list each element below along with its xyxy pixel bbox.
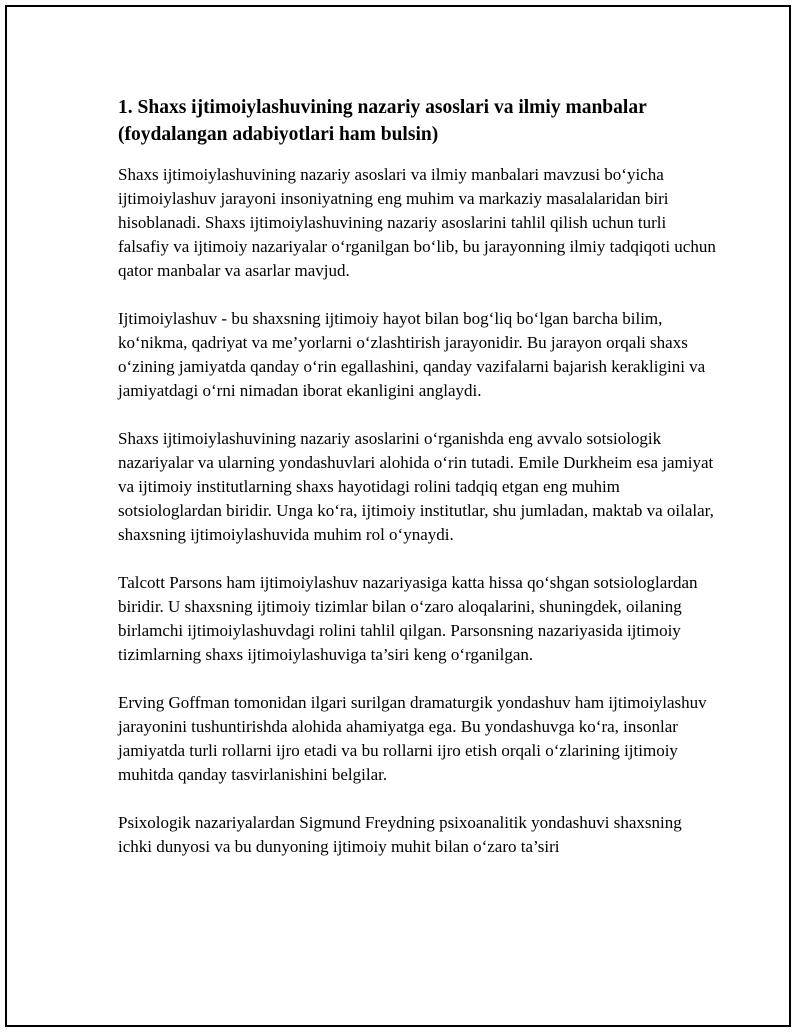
paragraph-parsons: Talcott Parsons ham ijtimoiylashuv nazariyasiga katta hissa qo‘shgan sotsiologlardan biridir. U shaxsning ijtimoiy tizimlar bilan o‘zaro aloqalarini, shuningdek, oilaning birlamchi ijtimoiylashuvdagi rolini tahlil qilgan. Parsonsning nazariyasida ijtimoiy tizimlarning shaxs ijtimoiylashuviga ta’siri keng o‘rganilgan. [118, 573, 698, 664]
section-heading: 1. Shaxs ijtimoiylashuvining nazariy asoslari va ilmiy manbalar (foydalangan adabiyotlari ham bulsin) [118, 97, 647, 145]
document-body [118, 94, 718, 883]
paragraph-definition: Ijtimoiylashuv - bu shaxsning ijtimoiy hayot bilan bog‘liq bo‘lgan barcha bilim, ko‘nikma, qadriyat va me’yorlarni o‘zlashtirish jarayonidir. Bu jarayon orqali shaxs o‘zining jamiyatda qanday o‘rin egallashini, qanday vazifalarni bajarish kerakligini va jamiyatdagi o‘rni nimadan iborat ekanligini anglaydi. [118, 309, 706, 400]
paragraph-durkheim: Shaxs ijtimoiylashuvining nazariy asoslarini o‘rganishda eng avvalo sotsiologik nazariyalar va ularning yondashuvlari alohida o‘rin tutadi. Emile Durkheim esa jamiyat va ijtimoiy institutlarning shaxs hayotidagi rolini tadqiq etgan eng muhim sotsiologlardan biridir. Unga ko‘ra, ijtimoiy institutlar, shu jumladan, maktab va oilalar, shaxsning ijtimoiylashuvida muhim rol o‘ynaydi. [118, 429, 714, 544]
paragraph-freud: Psixologik nazariyalardan Sigmund Freydning psixoanalitik yondashuvi shaxsning ichki dunyosi va bu dunyoning ijtimoiy muhit bilan o‘zaro ta’siri [118, 813, 682, 856]
paragraph-intro: Shaxs ijtimoiylashuvining nazariy asoslari va ilmiy manbalari mavzusi bo‘yicha ijtimoiylashuv jarayoni insoniyatning eng muhim va markaziy masalalaridan biri hisoblanadi. Shaxs ijtimoiylashuvining nazariy asoslarini tahlil qilish uchun turli falsafiy va ijtimoiy nazariyalar o‘rganilgan bo‘lib, bu jarayonning ilmiy tadqiqoti uchun qator manbalar va asarlar mavjud. [118, 165, 716, 280]
paragraph-goffman: Erving Goffman tomonidan ilgari surilgan dramaturgik yondashuv ham ijtimoiylashuv jarayonini tushuntirishda alohida ahamiyatga ega. Bu yondashuvga ko‘ra, insonlar jamiyatda turli rollarni ijro etadi va bu rollarni ijro etish orqali o‘zlarining ijtimoiy muhitda qanday tasvirlanishini belgilar. [118, 693, 707, 784]
